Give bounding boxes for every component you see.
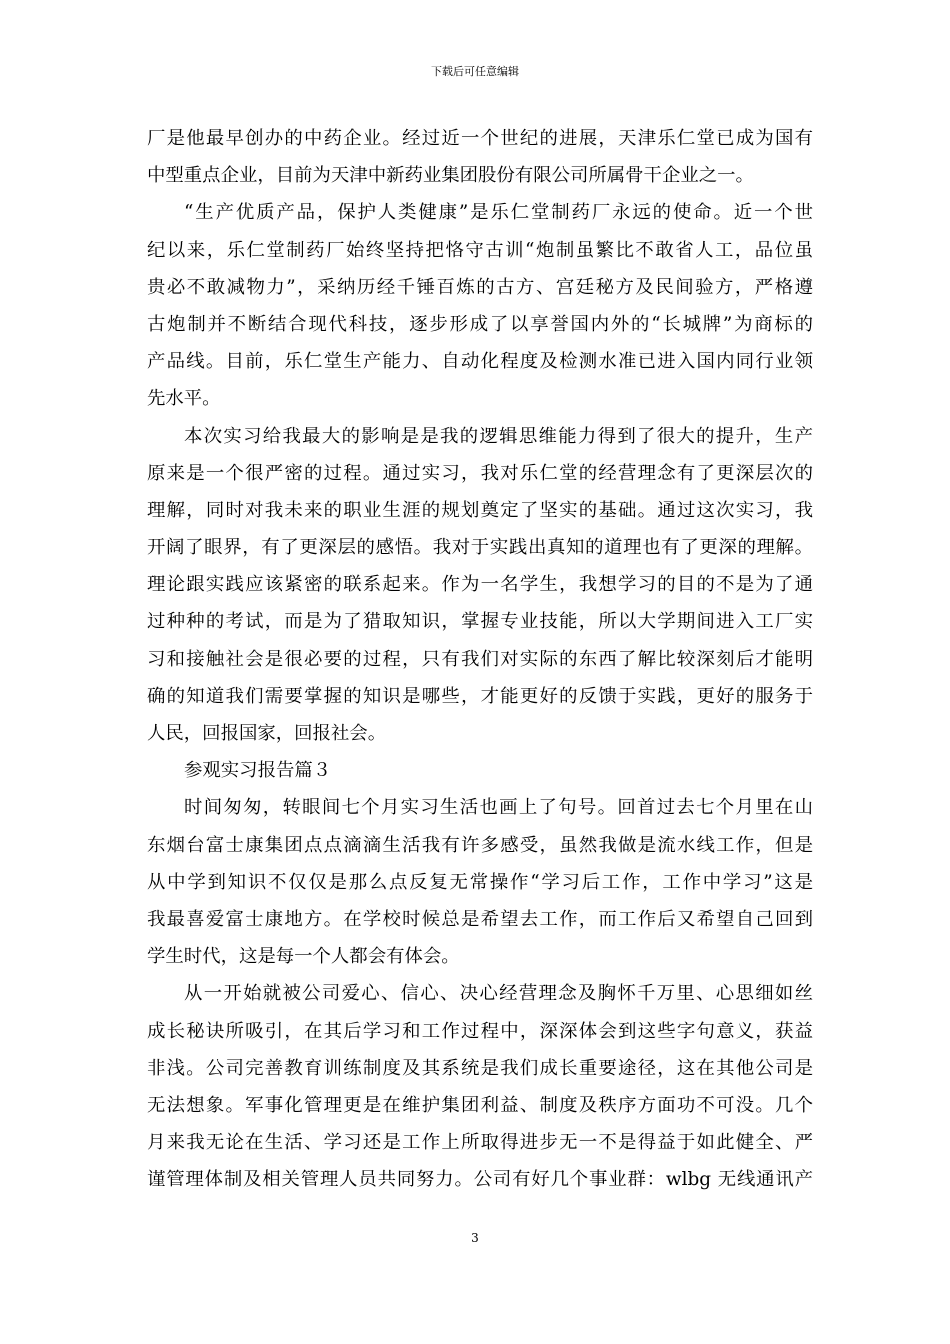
text-line: 过种种的考试，而是为了猎取知识，掌握专业技能，所以大学期间进入工厂实 xyxy=(147,611,813,633)
text-line: 本次实习给我最大的影响是是我的逻辑思维能力得到了很大的提升，生产 xyxy=(184,425,813,447)
page-number: 3 xyxy=(471,1231,479,1245)
text-line: 无法想象。军事化管理更是在维护集团利益、制度及秩序方面功不可没。几个 xyxy=(147,1094,813,1116)
text-line: 非浅。公司完善教育训练制度及其系统是我们成长重要途径，这在其他公司是 xyxy=(147,1057,813,1079)
text-line: 理解，同时对我未来的职业生涯的规划奠定了坚实的基础。通过这次实习，我 xyxy=(147,499,813,521)
text-line: 贵必不敢减物力”，采纳历经千锤百炼的古方、宫廷秘方及民间验方，严格遵 xyxy=(147,276,813,298)
text-line: “生产优质产品，保护人类健康”是乐仁堂制药厂永远的使命。近一个世 xyxy=(184,202,813,224)
text-line: 月来我无论在生活、学习还是工作上所取得进步无一不是得益于如此健全、严 xyxy=(147,1132,813,1154)
text-line: 厂是他最早创办的中药企业。经过近一个世纪的进展，天津乐仁堂已成为国有 xyxy=(147,128,813,149)
text-line: 东烟台富士康集团点点滴滴生活我有许多感受，虽然我做是流水线工作，但是 xyxy=(147,834,813,856)
text-line: 古炮制并不断结合现代科技，逐步形成了以享誉国内外的“长城牌”为商标的 xyxy=(147,313,813,335)
text-line: 人民，回报国家，回报社会。 xyxy=(147,723,387,744)
document-body xyxy=(147,120,813,1198)
text-line: 中型重点企业，目前为天津中新药业集团股份有限公司所属骨干企业之一。 xyxy=(147,165,754,187)
text-line: 产品线。目前，乐仁堂生产能力、自动化程度及检测水准已进入国内同行业领 xyxy=(147,351,813,373)
text-line: 从中学到知识不仅仅是那么点反复无常操作“学习后工作，工作中学习”这是 xyxy=(147,871,813,893)
text-line: 我最喜爱富士康地方。在学校时候总是希望去工作，而工作后又希望自己回到 xyxy=(147,908,813,930)
text-line: 从一开始就被公司爱心、信心、决心经营理念及胸怀千万里、心思细如丝 xyxy=(184,983,813,1005)
text-line: 理论跟实践应该紧密的联系起来。作为一名学生，我想学习的目的不是为了通 xyxy=(147,574,813,596)
text-line: 确的知道我们需要掌握的知识是哪些，才能更好的反馈于实践，更好的服务于 xyxy=(147,685,813,707)
section-heading: 参观实习报告篇３ xyxy=(184,760,332,782)
text-line: 原来是一个很严密的过程。通过实习，我对乐仁堂的经营理念有了更深层次的 xyxy=(147,462,813,484)
page-header-note: 下载后可任意编辑 xyxy=(431,65,519,78)
text-line: 谨管理体制及相关管理人员共同努力。公司有好几个事业群：wlbg 无线通讯产 xyxy=(147,1169,813,1191)
text-line: 学生时代，这是每一个人都会有体会。 xyxy=(147,946,460,968)
text-line: 开阔了眼界，有了更深层的感悟。我对于实践出真知的道理也有了更深的理解。 xyxy=(147,537,813,559)
text-line: 纪以来，乐仁堂制药厂始终坚持把恪守古训“炮制虽繁比不敢省人工，品位虽 xyxy=(147,239,813,261)
text-line: 先水平。 xyxy=(147,388,221,410)
text-line: 成长秘诀所吸引，在其后学习和工作过程中，深深体会到这些字句意义，获益 xyxy=(147,1020,813,1042)
text-line: 时间匆匆，转眼间七个月实习生活也画上了句号。回首过去七个月里在山 xyxy=(184,797,813,819)
text-line: 习和接触社会是很必要的过程，只有我们对实际的东西了解比较深刻后才能明 xyxy=(147,648,813,670)
